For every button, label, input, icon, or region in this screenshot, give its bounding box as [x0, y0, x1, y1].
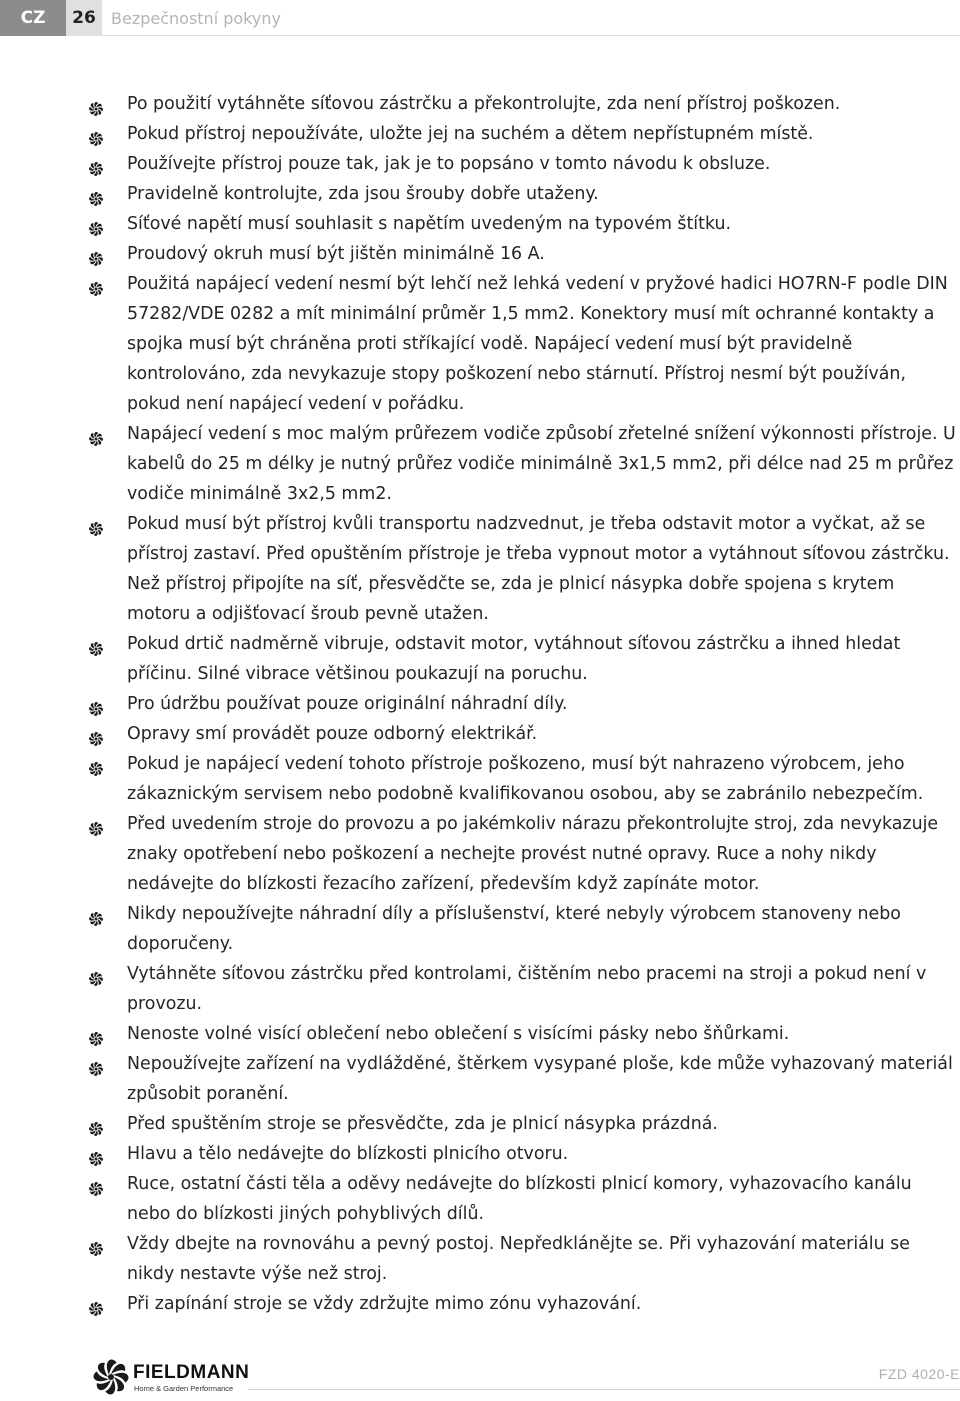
list-item-text: Při zapínání stroje se vždy zdržujte mimo zónu vyhazování. — [127, 1294, 642, 1314]
page-header — [0, 0, 960, 36]
fan-bullet-icon — [88, 817, 104, 833]
list-item — [88, 629, 958, 689]
list-item-text: Pokud přístroj nepoužíváte, uložte jej na suchém a dětem nepřístupném místě. — [127, 124, 814, 144]
list-item — [88, 719, 958, 749]
fan-bullet-icon — [88, 157, 104, 173]
list-item-text: Pokud je napájecí vedení tohoto přístroje poškozeno, musí být nahrazeno výrobcem, jeho zákaznickým servisem nebo podobně kvalifikovanou osobou, aby se zabránilo nebezpečím. — [127, 754, 924, 804]
brand-logo — [91, 1357, 251, 1399]
list-item-text: Vytáhněte síťovou zástrčku před kontrolami, čištěním nebo pracemi na stroji a pokud není v provozu. — [127, 964, 927, 1014]
list-item-text: Používejte přístroj pouze tak, jak je to popsáno v tomto návodu k obsluze. — [127, 154, 771, 174]
list-item-text: Po použití vytáhněte síťovou zástrčku a překontrolujte, zda není přístroj poškozen. — [127, 94, 841, 114]
model-number: FZD 4020-E — [878, 1366, 960, 1382]
list-item — [88, 419, 958, 509]
list-item — [88, 959, 958, 1019]
list-item — [88, 1169, 958, 1229]
fan-bullet-icon — [88, 1147, 104, 1163]
list-item — [88, 509, 958, 629]
fan-bullet-icon — [88, 967, 104, 983]
fan-bullet-icon — [88, 1027, 104, 1043]
fan-bullet-icon — [88, 247, 104, 263]
list-item — [88, 1289, 958, 1319]
fan-bullet-icon — [88, 727, 104, 743]
fieldmann-fan-logo-icon — [91, 1357, 131, 1397]
list-item-text: Pokud musí být přístroj kvůli transportu nadzvednut, je třeba odstavit motor a vyčkat, až se přístroj zastaví. Před opuštěním přístroje je třeba vypnout motor a vytáhnout síťovou zástrčku. Než přístroj připojíte na síť, přesvědčte se, zda je plnicí násypka dobře spojena s krytem motoru a odjišťovací šroub pevně utažen. — [127, 514, 950, 624]
fan-bullet-icon — [88, 1177, 104, 1193]
page-number: 26 — [66, 0, 102, 36]
list-item — [88, 689, 958, 719]
list-item — [88, 809, 958, 899]
list-item-text: Před spuštěním stroje se přesvědčte, zda je plnicí násypka prázdná. — [127, 1114, 718, 1134]
list-item-text: Opravy smí provádět pouze odborný elektrikář. — [127, 724, 538, 744]
list-item — [88, 269, 958, 419]
list-item-text: Ruce, ostatní části těla a oděvy nedávejte do blízkosti plnicí komory, vyhazovacího kanálu nebo do blízkosti jiných pohyblivých dílů. — [127, 1174, 912, 1224]
list-item-text: Použitá napájecí vedení nesmí být lehčí než lehká vedení v pryžové hadici HO7RN-F podle DIN 57282/VDE 0282 a mít minimální průměr 1,5 mm2. Konektory musí mít ochranné kontakty a spojka musí být chráněna proti stříkající vodě. Napájecí vedení musí být pravidelně kontrolováno, zda nevykazuje stopy poškození nebo stárnutí. Přístroj nesmí být používán, pokud není napájecí vedení v pořádku. — [127, 274, 948, 414]
fan-bullet-icon — [88, 97, 104, 113]
footer-divider — [248, 1389, 960, 1390]
list-item — [88, 1049, 958, 1109]
list-item — [88, 899, 958, 959]
fan-bullet-icon — [88, 1297, 104, 1313]
list-item — [88, 1139, 958, 1169]
fan-bullet-icon — [88, 277, 104, 293]
fan-bullet-icon — [88, 697, 104, 713]
list-item — [88, 1109, 958, 1139]
list-item-text: Pravidelně kontrolujte, zda jsou šrouby dobře utaženy. — [127, 184, 599, 204]
list-item-text: Síťové napětí musí souhlasit s napětím uvedeným na typovém štítku. — [127, 214, 732, 234]
list-item-text: Nikdy nepoužívejte náhradní díly a příslušenství, které nebyly výrobcem stanoveny nebo doporučeny. — [127, 904, 901, 954]
fan-bullet-icon — [88, 1237, 104, 1253]
list-item — [88, 1229, 958, 1289]
fan-bullet-icon — [88, 1117, 104, 1133]
list-item — [88, 1019, 958, 1049]
fan-bullet-icon — [88, 187, 104, 203]
list-item — [88, 149, 958, 179]
list-item — [88, 119, 958, 149]
list-item — [88, 209, 958, 239]
list-item — [88, 89, 958, 119]
fan-bullet-icon — [88, 127, 104, 143]
list-item-text: Napájecí vedení s moc malým průřezem vodiče způsobí zřetelné snížení výkonnosti přístroje. U kabelů do 25 m délky je nutný průřez vodiče minimálně 3x1,5 mm2, při délce nad 25 m průřez vodiče minimálně 3x2,5 mm2. — [127, 424, 956, 504]
fan-bullet-icon — [88, 637, 104, 653]
header-divider — [102, 35, 960, 36]
list-item — [88, 749, 958, 809]
list-item-text: Vždy dbejte na rovnováhu a pevný postoj. Nepředklánějte se. Při vyhazování materiálu se nikdy nestavte výše než stroj. — [127, 1234, 910, 1284]
list-item — [88, 179, 958, 209]
safety-instructions-list — [88, 89, 958, 1319]
fan-bullet-icon — [88, 757, 104, 773]
fan-bullet-icon — [88, 1057, 104, 1073]
fan-bullet-icon — [88, 907, 104, 923]
fan-bullet-icon — [88, 517, 104, 533]
brand-name: FIELDMANN — [133, 1362, 250, 1383]
brand-tagline: Home & Garden Performance — [134, 1384, 234, 1393]
list-item-text: Nenoste volné visící oblečení nebo oblečení s visícími pásky nebo šňůrkami. — [127, 1024, 790, 1044]
list-item-text: Proudový okruh musí být jištěn minimálně 16 A. — [127, 244, 545, 264]
list-item-text: Hlavu a tělo nedávejte do blízkosti plnicího otvoru. — [127, 1144, 569, 1164]
list-item-text: Pokud drtič nadměrně vibruje, odstavit motor, vytáhnout síťovou zástrčku a ihned hledat příčinu. Silné vibrace většinou poukazují na poruchu. — [127, 634, 901, 684]
fan-bullet-icon — [88, 217, 104, 233]
list-item-text: Pro údržbu používat pouze originální náhradní díly. — [127, 694, 568, 714]
section-title: Bezpečnostní pokyny — [111, 8, 281, 28]
list-item-text: Před uvedením stroje do provozu a po jakémkoliv nárazu překontrolujte stroj, zda nevykazuje znaky opotřebení nebo poškození a nechejte provést nutné opravy. Ruce a nohy nikdy nedávejte do blízkosti řezacího zařízení, především když zapínáte motor. — [127, 814, 939, 894]
list-item — [88, 239, 958, 269]
list-item-text: Nepoužívejte zařízení na vydlážděné, štěrkem vysypané ploše, kde může vyhazovaný materiál způsobit poranění. — [127, 1054, 953, 1104]
language-code: CZ — [0, 0, 66, 36]
fan-bullet-icon — [88, 427, 104, 443]
